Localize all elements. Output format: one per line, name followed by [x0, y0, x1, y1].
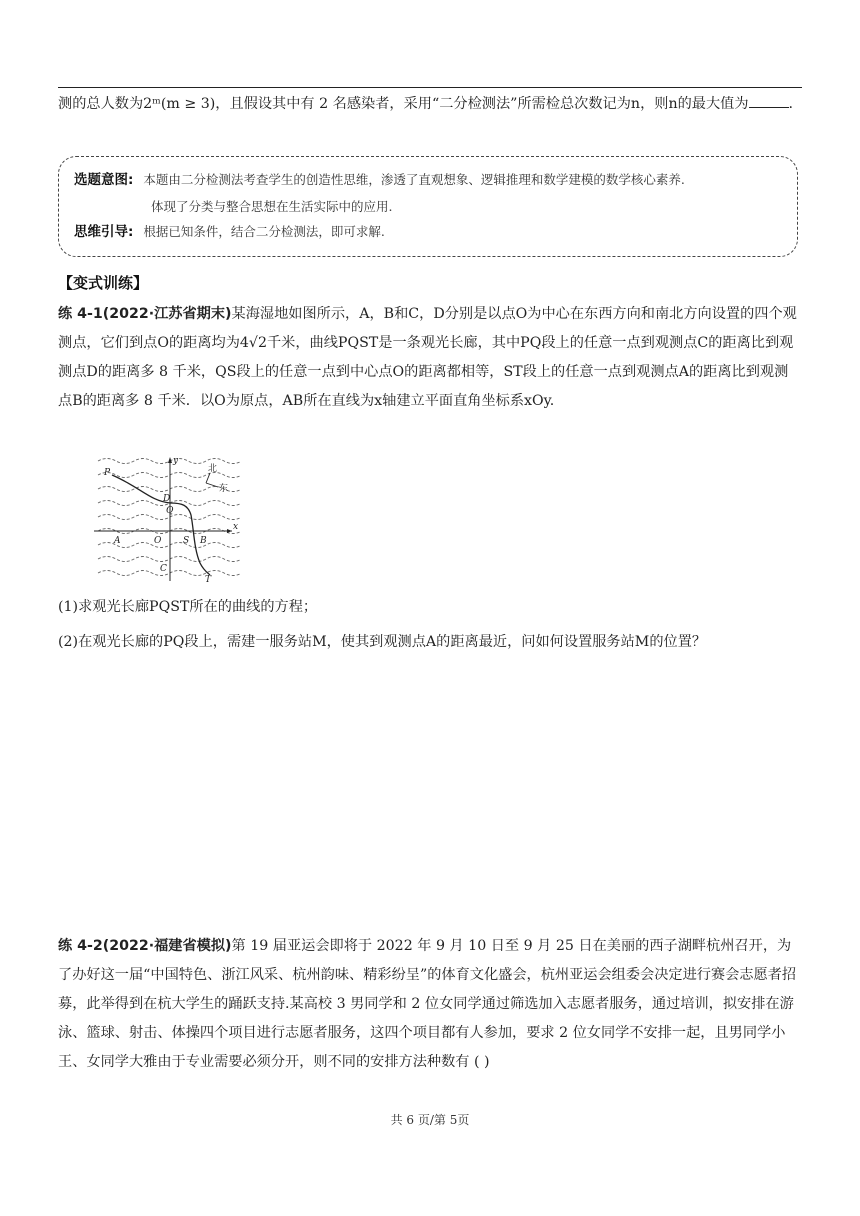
intent-text-continued: 体现了分类与整合思想在生活实际中的应用.: [151, 199, 393, 214]
east-label: 东: [219, 484, 229, 494]
x-axis-arrow: [227, 529, 232, 533]
top-paragraph-text: 测的总人数为2ᵐ(m ≥ 3)，且假设其中有 2 名感染者，采用“二分检测法”所需检总次数记为n，则n的最大值为: [58, 96, 749, 112]
section-title: 【变式训练】: [58, 274, 149, 292]
question-1: (1)求观光长廊PQST所在的曲线的方程；: [58, 599, 318, 615]
top-paragraph: [58, 90, 802, 119]
y-axis-label: y: [173, 456, 179, 466]
guide-text: 根据已知条件，结合二分检测法，即可求解.: [143, 224, 385, 239]
point-b-label: B: [200, 536, 207, 546]
corridor-curve: [112, 475, 210, 575]
intent-box: [58, 156, 798, 257]
question-2: (2)在观光长廊的PQ段上，需建一服务站M，使其到观测点A的距离最近，问如何设置服务站M的位置？: [58, 634, 707, 650]
north-arrow-icon: [206, 473, 210, 483]
intent-text: 本题由二分检测法考查学生的创造性思维，渗透了直观想象、逻辑推理和数学建模的数学核心素养.: [143, 172, 685, 187]
north-label: 北: [208, 464, 218, 474]
wave-lines: [98, 459, 240, 576]
point-o-label: O: [154, 536, 162, 546]
exercise-4-2: [58, 932, 802, 1077]
exercise-4-1-label: 练 4-1(2022·江苏省期末): [58, 306, 232, 322]
header-rule: [58, 87, 802, 88]
exercise-4-1: [58, 300, 802, 416]
answer-blank: [749, 93, 789, 108]
point-p-label: P: [104, 468, 111, 478]
exercise-4-2-text: 第 19 届亚运会即将于 2022 年 9 月 10 日至 9 月 25 日在美丽的西子湖畔杭州召开，为了办好这一届“中国特色、浙江风采、杭州韵味、精彩纷呈”的体育文化盛会，杭州亚运会组委会决定进行赛会志愿者招募，此举得到在杭大学生的踊跃支持.某高校 3 男同学和 2 位女同学通过筛选加入志愿者服务，通过培训，拟安排在游泳、篮球、射击、体操四个项目进行志愿者服务，这四个项目都有人参加，要求 2 位女同学不安排一起，且男同学小王、女同学大雅由于专业需要必须分开，则不同的安排方法种数有 ( ): [58, 938, 797, 1070]
point-s-label: S: [183, 536, 190, 546]
point-t-label: T: [205, 575, 212, 585]
top-paragraph-suffix: .: [788, 96, 794, 112]
x-axis-label: x: [233, 522, 239, 532]
east-arrow-icon: [206, 483, 218, 487]
intent-row: [74, 169, 685, 191]
intent-label: 选题意图:: [74, 172, 134, 188]
point-q-label: Q: [166, 506, 174, 516]
wetland-figure: [90, 453, 240, 585]
point-c-label: C: [160, 564, 167, 574]
guide-label: 思维引导:: [74, 224, 134, 240]
intent-row-continued: [151, 196, 392, 218]
page-footer: 共 6 页/第 5页: [390, 1113, 470, 1127]
guide-row: [74, 221, 385, 243]
point-a-label: A: [114, 536, 121, 546]
exercise-4-1-text: 某海湿地如图所示，A，B和C，D分别是以点O为中心在东西方向和南北方向设置的四个观测点，它们到点O的距离均为4√2千米，曲线PQST是一条观光长廊，其中PQ段上的任意一点到观测点C的距离比到观测点D的距离多 8 千米，QS段上的任意一点到中心点O的距离都相等，ST段上的任意一点到观测点A的距离比到观测点B的距离多 8 千米．以O为原点，AB所在直线为x轴建立平面直角坐标系xOy.: [58, 306, 797, 409]
point-d-label: D: [163, 494, 171, 504]
exercise-4-2-label: 练 4-2(2022·福建省模拟): [58, 938, 232, 954]
